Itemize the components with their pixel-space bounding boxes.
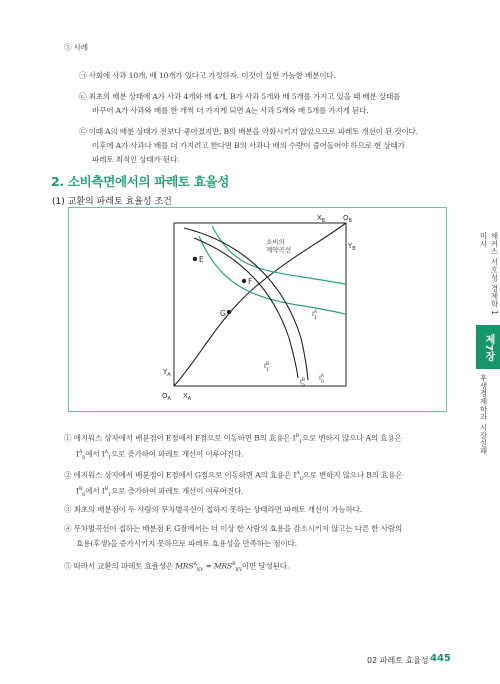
label-OB: $O_B$ xyxy=(343,214,352,224)
label-E: E xyxy=(199,255,204,264)
sidebar-chapter-title: 후생경제학과 시장실패 xyxy=(479,374,488,455)
chapter-tab: 제7장 xyxy=(476,325,500,369)
subsection-heading: (1) 교환의 파레토 효율성 조건 xyxy=(52,197,172,207)
case-item-3-line1: ㉢ 이때 A의 배분 상태가 전보다 좋아졌지만, B의 배분을 악화시키지 않았으므로 파레토 개선이 된 것이다. xyxy=(79,127,418,136)
sidebar-book-title: 해커스 서호성 경제학 1 미시 xyxy=(479,232,499,316)
page-number: 445 xyxy=(430,653,451,664)
label-G: G xyxy=(220,309,226,318)
label-XB: $X_B$ xyxy=(317,214,326,224)
point-1-line1: ① 에지워스 상자에서 배분점이 E점에서 F점으로 이동하면 B의 효용은 $I^B_1$으로 변하지 않으나 A의 효용은 xyxy=(64,433,402,446)
point-2-line2: $I^B_0$에서 $I^B_1$으로 증가하여 파레토 개선이 이루어진다. xyxy=(76,486,244,499)
case-item-1: ㉠ 사회에 사과 10개, 배 10개가 있다고 가정하자. 이것이 실현 가능한 배분이다. xyxy=(79,71,336,80)
sidebar-chapter-title-wrap xyxy=(478,374,500,484)
case-heading: ⑤ 사례 xyxy=(64,43,88,52)
case-item-3-line3: 파레토 최적인 상태가 된다. xyxy=(92,155,180,164)
label-YB: $Y_B$ xyxy=(348,242,356,252)
label-I1A: $I^A$ 1 xyxy=(312,310,318,321)
point-1-line2: $I^A_0$에서 $I^A_1$으로 증가하여 파레토 개선이 이루어진다. xyxy=(76,449,244,462)
label-F: F xyxy=(248,277,253,286)
indifference-curve-I1A xyxy=(212,226,345,284)
edgeworth-box-diagram xyxy=(69,208,446,411)
label-I0B: $I^B$ 0 xyxy=(300,378,306,389)
label-I0A: $I^A$ 0 xyxy=(319,374,325,385)
case-item-2-line2: 바꾸어 A가 사과와 배를 한 개씩 더 가지게 되면 A는 사과 5개와 배 5개를 가지게 된다. xyxy=(92,106,369,115)
label-OA: $O_A$ xyxy=(162,392,171,402)
point-3: ③ 최초의 배분점이 두 사람의 무차별곡선이 접하지 못하는 상태라면 파레토 개선이 가능하다. xyxy=(64,505,362,514)
label-XA: $X_A$ xyxy=(183,392,192,402)
point-4-line1: ④ 무차별곡선이 접하는 배분점 F, G점에서는 더 이상 한 사람의 효용을 감소시키지 않고는 다른 한 사람의 xyxy=(64,524,402,533)
label-I1B: $I^B$ 1 xyxy=(264,362,270,373)
figure-frame xyxy=(68,207,447,412)
point-E xyxy=(193,257,197,261)
label-contract-2: 계약곡선 xyxy=(266,246,292,254)
edgeworth-box xyxy=(174,223,346,386)
label-YA: $Y_A$ xyxy=(163,368,171,378)
label-contract-1: 소비의 xyxy=(266,238,285,246)
case-item-3-line2: 이후에 A가 사과나 배를 더 가지려고 한다면 B의 사과나 배의 수량이 줄어들어야 하므로 현 상태가 xyxy=(92,141,405,150)
point-4-line2: 효용(후생)을 증가시키지 못하므로 파레토 효용성을 만족하는 점이다. xyxy=(76,539,297,548)
point-5: ⑤ 따라서 교환의 파레토 효율성은 $MRS^A_{XY} = MRS^B_{XY}$이면 달성된다. xyxy=(64,561,290,574)
footer-section-label: 02 파레토 효율성 xyxy=(367,656,429,665)
point-G xyxy=(227,310,231,314)
case-item-2-line1: ㉡ 최초의 배분 상태에 A가 사과 4개와 배 4개, B가 사과 5개와 배 5개를 가지고 있을 때 배분 상태를 xyxy=(79,92,401,101)
point-2-line1: ② 에지워스 상자에서 배분점이 E점에서 G점으로 이동하면 A의 효용은 $I^A_0$으로 변하지 않으나 B의 효용은 xyxy=(64,470,403,483)
point-F xyxy=(242,279,246,283)
indifference-curve-I1B xyxy=(194,238,298,378)
contract-curve xyxy=(174,223,346,386)
section-heading: 2. 소비측면에서의 파레토 효율성 xyxy=(51,174,230,189)
sidebar-book-title-wrap xyxy=(478,232,500,322)
